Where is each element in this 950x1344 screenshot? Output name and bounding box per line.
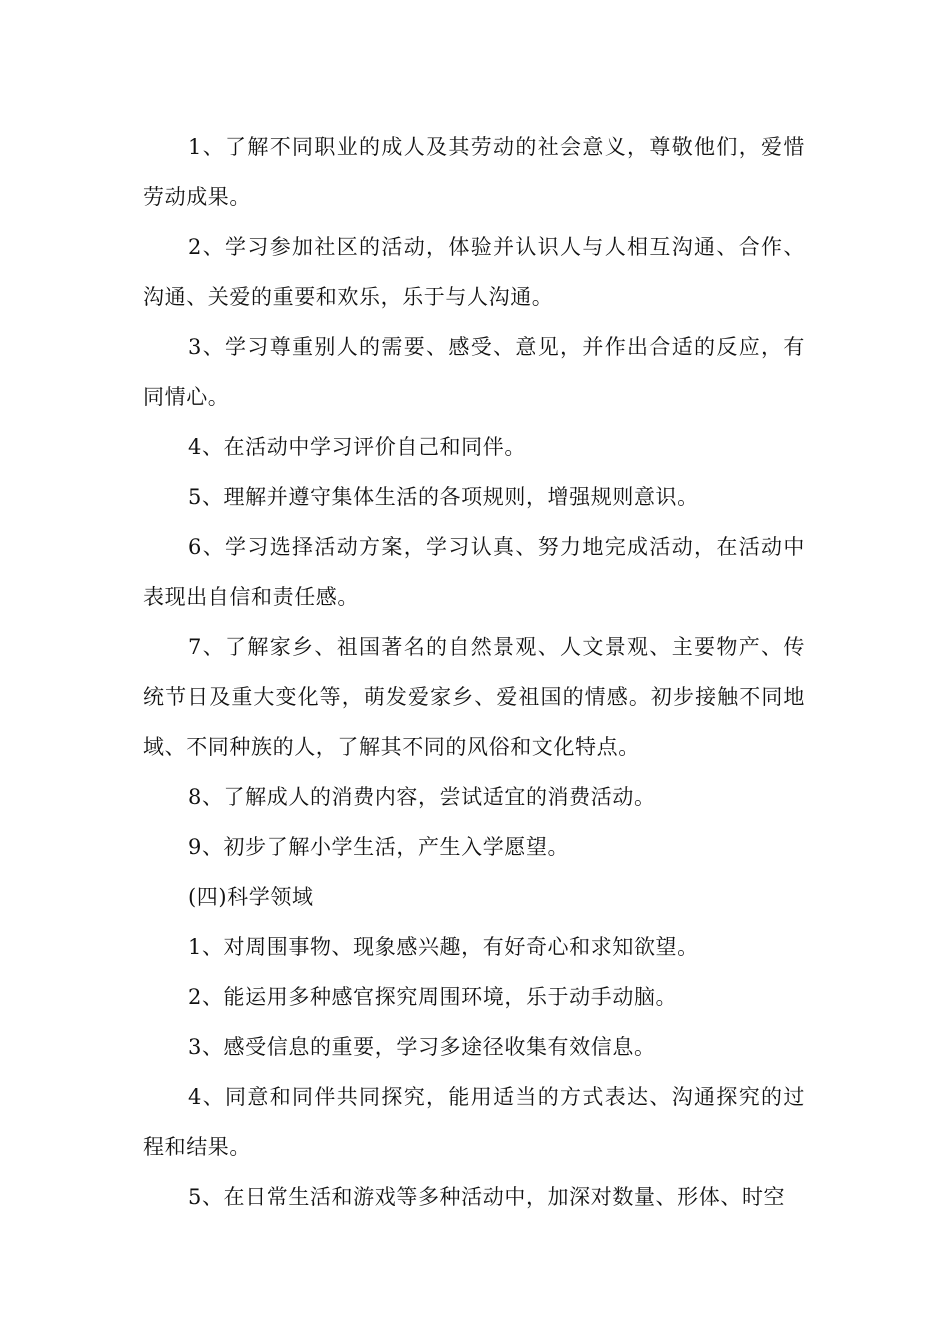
paragraph-social-1: 1、了解不同职业的成人及其劳动的社会意义，尊敬他们，爱惜劳动成果。 [143, 135, 805, 209]
paragraph-social-2: 2、学习参加社区的活动，体验并认识人与人相互沟通、合作、沟通、关爱的重要和欢乐，乐于与人沟通。 [143, 235, 805, 309]
paragraph-social-4: 4、在活动中学习评价自己和同伴。 [188, 435, 526, 459]
paragraph-social-9: 9、初步了解小学生活，产生入学愿望。 [188, 835, 570, 859]
paragraph-social-8: 8、了解成人的消费内容，尝试适宜的消费活动。 [188, 785, 656, 809]
paragraph-science-1: 1、对周围事物、现象感兴趣，有好奇心和求知欲望。 [188, 935, 699, 959]
paragraph-science-5: 5、在日常生活和游戏等多种活动中，加深对数量、形体、时空 [188, 1185, 786, 1209]
paragraph-science-2: 2、能运用多种感官探究周围环境，乐于动手动脑。 [188, 985, 678, 1009]
paragraph-social-7: 7、了解家乡、祖国著名的自然景观、人文景观、主要物产、传统节日及重大变化等，萌发爱家乡、爱祖国的情感。初步接触不同地域、不同种族的人，了解其不同的风俗和文化特点。 [143, 635, 805, 759]
paragraph-social-6: 6、学习选择活动方案，学习认真、努力地完成活动，在活动中表现出自信和责任感。 [143, 535, 805, 609]
section-heading-science: (四)科学领域 [188, 885, 314, 909]
paragraph-social-3: 3、学习尊重别人的需要、感受、意见，并作出合适的反应，有同情心。 [143, 335, 805, 409]
paragraph-science-4: 4、同意和同伴共同探究，能用适当的方式表达、沟通探究的过程和结果。 [143, 1085, 805, 1159]
paragraph-social-5: 5、理解并遵守集体生活的各项规则，增强规则意识。 [188, 485, 699, 509]
document-page [143, 122, 805, 1222]
paragraph-science-3: 3、感受信息的重要，学习多途径收集有效信息。 [188, 1035, 656, 1059]
